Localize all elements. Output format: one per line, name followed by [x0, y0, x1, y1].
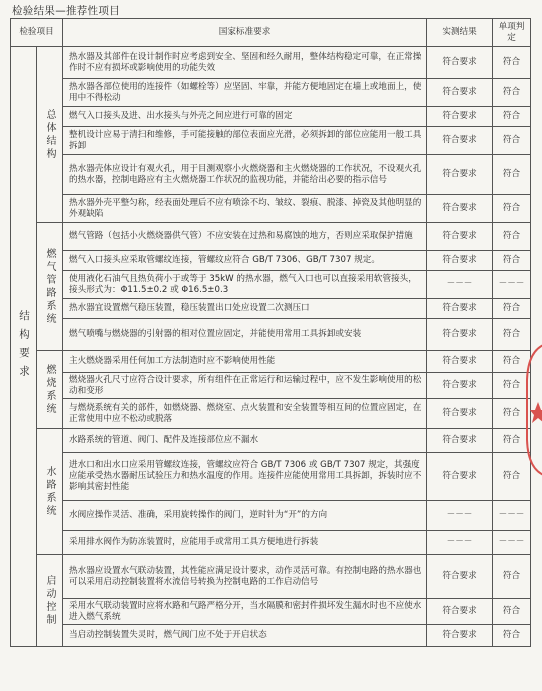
category-cell: 结构要求: [11, 47, 37, 647]
verdict-cell: 符合: [493, 251, 531, 271]
requirement-cell: 热水器应设置水气联动装置，其性能应满足设计要求，动作灵活可靠。有控制电路的热水器也可以采用启动控制装置将水流信号转换为控制电路的工作启动信号: [63, 555, 427, 599]
verdict-cell: 符合: [493, 195, 531, 223]
result-cell: －－－: [427, 501, 493, 531]
table-row: [11, 531, 531, 555]
requirement-cell: 主火燃烧器采用任何加工方法制造时应不影响使用性能: [63, 351, 427, 373]
table-row: [11, 625, 531, 647]
requirement-cell: 燃气喷嘴与燃烧器的引射器的相对位置应固定，并能使用常用工具拆卸或安装: [63, 319, 427, 351]
table-row: [11, 107, 531, 127]
table-row: [11, 299, 531, 319]
requirement-cell: 热水器宜设置燃气稳压装置，稳压装置出口处应设置二次测压口: [63, 299, 427, 319]
table-row: [11, 501, 531, 531]
table-row: [11, 453, 531, 501]
verdict-cell: 符合: [493, 625, 531, 647]
verdict-cell: 符合: [493, 453, 531, 501]
verdict-cell: 符合: [493, 373, 531, 399]
result-cell: －－－: [427, 531, 493, 555]
group-name-cell: 燃气管路系统: [37, 223, 63, 351]
result-cell: 符合要求: [427, 373, 493, 399]
result-cell: 符合要求: [427, 155, 493, 195]
result-cell: 符合要求: [427, 351, 493, 373]
verdict-cell: 符合: [493, 429, 531, 453]
verdict-cell: 符合: [493, 47, 531, 79]
header-verdict: 单项判定: [493, 19, 531, 47]
verdict-cell: 符合: [493, 319, 531, 351]
result-cell: 符合要求: [427, 625, 493, 647]
requirement-cell: 热水器壳体应设计有观火孔，用于目测观察小火燃烧器和主火燃烧器的工作状况，不设观火孔的热水器，控制电路应有主火燃烧器工作状况的监视功能，并能给出必要的指示信号: [63, 155, 427, 195]
header-item: 检验项目: [11, 19, 63, 47]
group-name-cell: 燃烧系统: [37, 351, 63, 429]
table-row: [11, 373, 531, 399]
requirement-cell: 燃气管路（包括小火燃烧器供气管）不应安装在过热和易腐蚀的地方，否则应采取保护措施: [63, 223, 427, 251]
verdict-cell: 符合: [493, 127, 531, 155]
requirement-cell: 燃气入口接头应采取管螺纹连接，管螺纹应符合 GB/T 7306、GB/T 7307 规定。: [63, 251, 427, 271]
result-cell: 符合要求: [427, 299, 493, 319]
verdict-cell: 符合: [493, 299, 531, 319]
result-cell: －－－: [427, 271, 493, 299]
result-cell: 符合要求: [427, 107, 493, 127]
table-row: [11, 399, 531, 429]
table-row: [11, 127, 531, 155]
result-cell: 符合要求: [427, 251, 493, 271]
table-row: [11, 47, 531, 79]
table-row: [11, 555, 531, 599]
requirement-cell: 采用水气联动装置时应将水路和气路严格分开，当水隔膜和密封件损坏发生漏水时也不应使水进入燃气系统: [63, 599, 427, 625]
verdict-cell: 符合: [493, 155, 531, 195]
red-seal-stamp: [524, 340, 542, 480]
requirement-cell: 整机设计应易于清扫和维修，手可能接触的部位表面应光滑，必须拆卸的部位应能用一般工具拆卸: [63, 127, 427, 155]
result-cell: 符合要求: [427, 453, 493, 501]
requirement-cell: 进水口和出水口应采用管螺纹连接，管螺纹应符合 GB/T 7306 或 GB/T 7307 规定，其强度应能承受热水器耐压试验压力和热水温度的作用。连接件应能使用常用工具拆卸，拆装时应不影响其密封性能: [63, 453, 427, 501]
requirement-cell: 使用液化石油气且热负荷小于或等于 35kW 的热水器，燃气入口也可以直接采用软管接头，接头形式为：Φ11.5±0.2 或 Φ16.5±0.3: [63, 271, 427, 299]
table-row: [11, 223, 531, 251]
table-row: [11, 599, 531, 625]
result-cell: 符合要求: [427, 79, 493, 107]
verdict-cell: 符合: [493, 351, 531, 373]
requirement-cell: 燃烧器火孔尺寸应符合设计要求，所有组件在正常运行和运输过程中，应不发生影响使用的松动和变形: [63, 373, 427, 399]
group-name-cell: 水路系统: [37, 429, 63, 555]
result-cell: 符合要求: [427, 127, 493, 155]
table-row: [11, 251, 531, 271]
requirement-cell: 当启动控制装置失灵时，燃气阀门应不处于开启状态: [63, 625, 427, 647]
requirement-cell: 水阀应操作灵活、准确，采用旋转操作的阀门，逆时针为“开”的方向: [63, 501, 427, 531]
header-requirement: 国家标准要求: [63, 19, 427, 47]
result-cell: 符合要求: [427, 47, 493, 79]
result-cell: 符合要求: [427, 195, 493, 223]
requirement-cell: 燃气入口接头及进、出水接头与外壳之间应进行可靠的固定: [63, 107, 427, 127]
table-row: [11, 79, 531, 107]
requirement-cell: 热水器及其部件在设计制作时应考虑到安全、坚固和经久耐用，整体结构稳定可靠，在正常操作时不应有损坏或影响使用的功能失效: [63, 47, 427, 79]
result-cell: 符合要求: [427, 399, 493, 429]
result-cell: 符合要求: [427, 599, 493, 625]
result-cell: 符合要求: [427, 223, 493, 251]
verdict-cell: 符合: [493, 599, 531, 625]
table-row: [11, 319, 531, 351]
table-row: [11, 155, 531, 195]
table-row: [11, 271, 531, 299]
requirement-cell: 热水器外壳平整匀称，经表面处理后不应有喷涂不均、皱纹、裂痕、脱漆、掉瓷及其他明显的外观缺陷: [63, 195, 427, 223]
verdict-cell: 符合: [493, 555, 531, 599]
result-cell: 符合要求: [427, 319, 493, 351]
requirement-cell: 与燃烧系统有关的部件，如燃烧器、燃烧室、点火装置和安全装置等相互间的位置应固定，在正常使用中应不松动或脱落: [63, 399, 427, 429]
requirement-cell: 热水器各部位使用的连接件（如螺栓等）应坚固、牢靠，并能方便地固定在墙上或地面上，使用中不得松动: [63, 79, 427, 107]
verdict-cell: 符合: [493, 107, 531, 127]
result-cell: 符合要求: [427, 555, 493, 599]
header-result: 实测结果: [427, 19, 493, 47]
table-row: [11, 351, 531, 373]
group-name-cell: 启动控制: [37, 555, 63, 647]
results-table: [10, 18, 531, 647]
result-cell: 符合要求: [427, 429, 493, 453]
verdict-cell: 符合: [493, 399, 531, 429]
table-row: [11, 195, 531, 223]
verdict-cell: －－－: [493, 531, 531, 555]
requirement-cell: 采用排水阀作为防冻装置时，应能用手或常用工具方便地进行拆装: [63, 531, 427, 555]
verdict-cell: 符合: [493, 223, 531, 251]
group-name-cell: 总体结构: [37, 47, 63, 223]
page-title: 检验结果—推荐性项目: [12, 5, 120, 17]
verdict-cell: 符合: [493, 79, 531, 107]
requirement-cell: 水路系统的管道、阀门、配件及连接部位应不漏水: [63, 429, 427, 453]
verdict-cell: －－－: [493, 501, 531, 531]
table-row: [11, 429, 531, 453]
verdict-cell: －－－: [493, 271, 531, 299]
